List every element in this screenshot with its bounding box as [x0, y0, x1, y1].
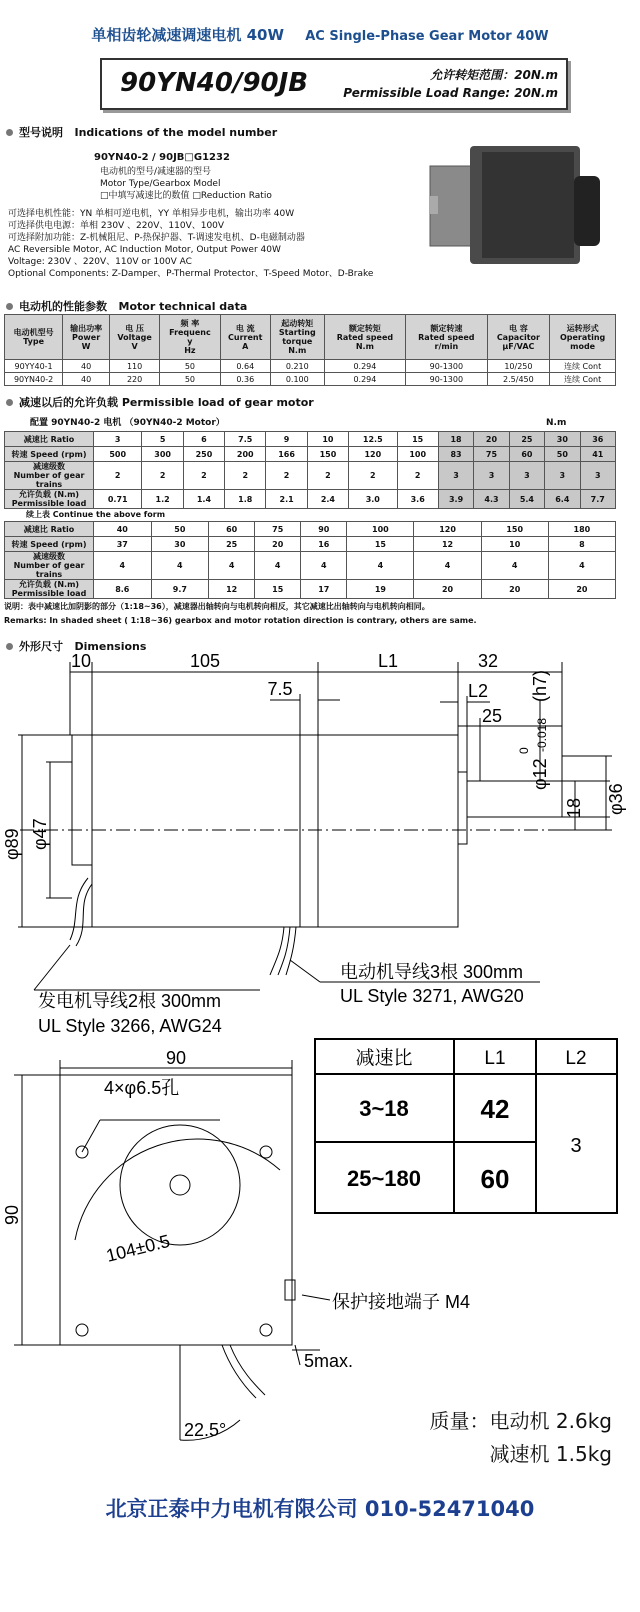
table-cell: 120 — [414, 522, 481, 537]
table-cell: 1.8 — [225, 490, 266, 509]
table-row — [5, 580, 616, 599]
table-cell: 90-1300 — [406, 360, 487, 373]
table-cell: 16 — [301, 537, 347, 552]
table-cell: 90YN40-2 — [5, 373, 63, 386]
table-cell: 90YY40-1 — [5, 360, 63, 373]
table-row — [5, 462, 616, 490]
load-config: 配置 90YN40-2 电机 （90YN40-2 Motor） — [30, 418, 225, 428]
table-row — [5, 552, 616, 580]
table-cell: 3 — [438, 462, 473, 490]
table-cell: 100 — [347, 522, 414, 537]
table-cell: 19 — [347, 580, 414, 599]
bullet-icon — [6, 129, 13, 136]
table-cell: 41 — [580, 447, 615, 462]
bullet-icon — [6, 399, 13, 406]
table-cell: 75 — [474, 447, 509, 462]
row-label-cell: 减速级数 Number of gear trains — [5, 462, 94, 490]
table-cell: 3 — [474, 462, 509, 490]
table-cell: 18 — [438, 432, 473, 447]
table-cell: 180 — [548, 522, 615, 537]
table-cell: 3.6 — [397, 490, 438, 509]
table-cell: 166 — [266, 447, 307, 462]
load-heading: 减速以后的允许负载 Permissible load of gear motor — [6, 394, 314, 410]
table-cell: 2.5/450 — [487, 373, 550, 386]
load-range — [343, 66, 558, 102]
row-label-cell: 转速 Speed (rpm) — [5, 537, 94, 552]
table-row — [5, 490, 616, 509]
table-header-cell: 运转形式 Operating mode — [550, 315, 616, 360]
model-options: 可选择电机性能：YN 单相可逆电机，YY 单相异步电机，输出功率 40W 可选择供电电源：单相 230V 、220V、110V、100V 可选择附加功能：Z-机械阻尼、P-热保护器、T-调速发电机、D-电磁制动器 AC Reversible Motor, AC Induction Motor, Output Power 40W Voltage: 230V 、220V、110V or 100V AC Optional Components: Z-Damper、P-Thermal Protector、T-Speed Motor、D-Brake — [8, 209, 374, 279]
table-cell: 60 — [209, 522, 255, 537]
l-table-ratio-1: 3~18 — [359, 1096, 409, 1121]
table-cell: 40 — [63, 373, 110, 386]
company-footer: 北京正泰中力电机有限公司 010-52471040 — [105, 1497, 535, 1521]
table-cell: 4 — [414, 552, 481, 580]
table-cell: 5 — [142, 432, 183, 447]
row-label-cell: 允许负载 (N.m) Permissible load — [5, 490, 94, 509]
table-cell: 50 — [545, 447, 580, 462]
table-cell: 20 — [414, 580, 481, 599]
table-cell: 1.4 — [183, 490, 224, 509]
table-cell: 3 — [509, 462, 544, 490]
table-cell: 50 — [160, 373, 220, 386]
table-cell: 25 — [509, 432, 544, 447]
l-table-l1-2: 60 — [480, 1164, 510, 1194]
table-cell: 2 — [183, 462, 224, 490]
dim-L2: L2 — [467, 681, 489, 701]
dim-25: 25 — [481, 706, 503, 726]
table-cell: 25 — [209, 537, 255, 552]
table-cell: 0.210 — [270, 360, 324, 373]
table-header-cell: 电 流 Current A — [220, 315, 270, 360]
motor-tech-table — [4, 314, 616, 386]
table-cell: 20 — [474, 432, 509, 447]
table-row — [5, 537, 616, 552]
table-row — [5, 522, 616, 537]
table-cell: 50 — [160, 360, 220, 373]
table-cell: 0.294 — [324, 360, 405, 373]
table-cell: 2.4 — [307, 490, 348, 509]
table-cell: 10 — [481, 537, 548, 552]
page-title — [0, 24, 640, 45]
bullet-icon — [6, 303, 13, 310]
bullet-icon — [6, 643, 13, 650]
table-cell: 0.71 — [94, 490, 142, 509]
table-cell: 连续 Cont — [550, 373, 616, 386]
dim-tol-up: 0 — [517, 747, 531, 754]
lead-generator-cn: 发电机导线2根 300mm — [38, 991, 222, 1011]
dim-shaft: φ12 — [530, 758, 550, 790]
table-cell: 250 — [183, 447, 224, 462]
dim-90-height: 90 — [2, 1204, 22, 1225]
table-cell: 200 — [225, 447, 266, 462]
table-header-cell: 起动转矩 Starting torque N.m — [270, 315, 324, 360]
table-cell: 83 — [438, 447, 473, 462]
table-cell: 6.4 — [545, 490, 580, 509]
dim-phi47: φ47 — [30, 818, 50, 850]
table-cell: 20 — [548, 580, 615, 599]
load-table-1 — [4, 431, 616, 509]
load-continue: 续上表 Continue the above form — [26, 510, 166, 519]
row-label-cell: 减速级数 Number of gear trains — [5, 552, 94, 580]
dim-tol-down: -0.018 — [535, 717, 549, 752]
table-cell: 2.1 — [266, 490, 307, 509]
table-cell: 90-1300 — [406, 373, 487, 386]
lead-motor-cn: 电动机导线3根 300mm — [340, 962, 524, 982]
table-cell: 2 — [225, 462, 266, 490]
model-legend: 电动机的型号/减速器的型号 Motor Type/Gearbox Model □中填写减速比的数值 □Reduction Ratio — [100, 167, 272, 201]
table-cell: 2 — [94, 462, 142, 490]
table-cell: 90 — [301, 522, 347, 537]
table-cell: 75 — [255, 522, 301, 537]
l-table-l2: 3 — [570, 1135, 582, 1157]
mass-gearbox: 减速机 1.5kg — [489, 1442, 612, 1466]
table-cell: 0.64 — [220, 360, 270, 373]
table-cell: 150 — [481, 522, 548, 537]
dim-phi89: φ89 — [2, 828, 22, 860]
title-cn: 单相齿轮减速调速电机 40W — [91, 26, 285, 44]
table-cell: 9.7 — [151, 580, 209, 599]
table-cell: 20 — [255, 537, 301, 552]
table-cell: 2 — [266, 462, 307, 490]
table-cell: 12 — [209, 580, 255, 599]
table-cell: 0.294 — [324, 373, 405, 386]
l-table-l1-1: 42 — [480, 1094, 510, 1124]
table-cell: 10 — [307, 432, 348, 447]
table-header-cell: 额定转速 Rated speed r/min — [406, 315, 487, 360]
table-cell: 12 — [414, 537, 481, 552]
lead-generator-en: UL Style 3266, AWG24 — [38, 1016, 222, 1036]
table-cell: 12.5 — [349, 432, 397, 447]
row-label-cell: 允许负载 (N.m) Permissible load — [5, 580, 94, 599]
dims-heading: 外形尺寸 Dimensions — [6, 638, 146, 654]
l-dimension-table — [314, 1038, 620, 1218]
table-cell: 2 — [307, 462, 348, 490]
title-en: AC Single-Phase Gear Motor 40W — [305, 29, 549, 44]
table-cell: 37 — [94, 537, 152, 552]
table-cell: 4 — [209, 552, 255, 580]
table-cell: 4.3 — [474, 490, 509, 509]
table-cell: 2 — [349, 462, 397, 490]
table-cell: 4 — [548, 552, 615, 580]
table-cell: 300 — [142, 447, 183, 462]
load-notes: 说明：表中减速比加阴影的部分（1:18~36），减速器出轴转向与电机转向相反，其它减速比出轴转向与电机转向相同。 Remarks: In shaded sheet ( 1:18~36) gearbox and motor rotation direction is contrary, others are same. — [4, 602, 477, 625]
row-label-cell: 减速比 Ratio — [5, 432, 94, 447]
table-row — [5, 360, 616, 373]
mass-motor: 质量：电动机 2.6kg — [429, 1409, 612, 1433]
table-cell: 4 — [151, 552, 209, 580]
table-cell: 30 — [151, 537, 209, 552]
table-cell: 0.100 — [270, 373, 324, 386]
dim-10: 10 — [70, 651, 92, 671]
table-cell: 2 — [142, 462, 183, 490]
motor-tech-heading: 电动机的性能参数 Motor technical data — [6, 298, 247, 314]
table-cell: 4 — [347, 552, 414, 580]
table-cell: 1.2 — [142, 490, 183, 509]
table-cell: 9 — [266, 432, 307, 447]
table-cell: 8 — [548, 537, 615, 552]
model-box — [100, 58, 568, 110]
table-row — [5, 432, 616, 447]
table-cell: 40 — [63, 360, 110, 373]
table-cell: 20 — [481, 580, 548, 599]
lead-motor-en: UL Style 3271, AWG20 — [340, 986, 524, 1006]
table-header-cell: 额定转矩 Rated speed N.m — [324, 315, 405, 360]
load-range-en: Permissible Load Range: 20N.m — [343, 86, 558, 100]
table-cell: 0.36 — [220, 373, 270, 386]
dim-holes: 4×φ6.5孔 — [104, 1078, 180, 1098]
dim-angle: 22.5° — [184, 1420, 227, 1440]
dim-gap: 5max. — [304, 1351, 354, 1371]
dim-7-5: 7.5 — [267, 679, 293, 699]
l-table-h-ratio: 减速比 — [355, 1048, 413, 1069]
table-cell: 7.7 — [580, 490, 615, 509]
dim-tol-h7: (h7) — [530, 669, 550, 702]
load-unit: N.m — [546, 418, 567, 428]
dim-105: 105 — [189, 651, 221, 671]
table-cell: 4 — [301, 552, 347, 580]
load-range-cn: 允许转矩范围：20N.m — [430, 68, 558, 82]
l-table-ratio-2: 25~180 — [346, 1166, 422, 1191]
l-table-h-l1: L1 — [484, 1048, 506, 1069]
row-label-cell: 转速 Speed (rpm) — [5, 447, 94, 462]
table-cell: 4 — [481, 552, 548, 580]
table-cell: 7.5 — [225, 432, 266, 447]
table-row — [5, 447, 616, 462]
table-cell: 17 — [301, 580, 347, 599]
ground-terminal-label: 保护接地端子 M4 — [332, 1292, 471, 1312]
table-header-cell: 电动机型号 Type — [5, 315, 63, 360]
table-cell: 150 — [307, 447, 348, 462]
dim-phi36: φ36 — [606, 783, 626, 815]
dim-90-width: 90 — [165, 1048, 187, 1068]
model-name: 90YN40/90JB — [120, 68, 309, 98]
table-cell: 3.0 — [349, 490, 397, 509]
model-code: 90YN40-2 / 90JB□G1232 — [94, 152, 230, 163]
table-cell: 2 — [397, 462, 438, 490]
table-cell: 3 — [580, 462, 615, 490]
table-cell: 4 — [94, 552, 152, 580]
model-heading: 型号说明 Indications of the model number — [6, 124, 277, 140]
table-cell: 连续 Cont — [550, 360, 616, 373]
table-cell: 6 — [183, 432, 224, 447]
table-cell: 10/250 — [487, 360, 550, 373]
row-label-cell: 减速比 Ratio — [5, 522, 94, 537]
table-header-cell: 电 容 Capacitor μF/VAC — [487, 315, 550, 360]
motor-photo — [430, 146, 610, 276]
table-cell: 3 — [94, 432, 142, 447]
table-cell: 120 — [349, 447, 397, 462]
dim-32: 32 — [477, 651, 499, 671]
table-cell: 5.4 — [509, 490, 544, 509]
table-row — [5, 373, 616, 386]
table-cell: 36 — [580, 432, 615, 447]
table-cell: 30 — [545, 432, 580, 447]
l-table-h-l2: L2 — [565, 1048, 587, 1069]
side-view-drawing — [0, 650, 640, 1036]
table-header-cell: 频 率 Frequenc y Hz — [160, 315, 220, 360]
table-header-cell: 输出功率 Power W — [63, 315, 110, 360]
table-cell: 50 — [151, 522, 209, 537]
dim-18: 18 — [564, 797, 584, 818]
table-header-row — [5, 315, 616, 360]
dim-pcd: 104±0.5 — [104, 1230, 172, 1266]
dim-L1: L1 — [377, 651, 399, 671]
table-cell: 15 — [347, 537, 414, 552]
table-cell: 4 — [255, 552, 301, 580]
table-cell: 8.6 — [94, 580, 152, 599]
table-cell: 110 — [110, 360, 160, 373]
table-cell: 60 — [509, 447, 544, 462]
table-cell: 40 — [94, 522, 152, 537]
table-cell: 220 — [110, 373, 160, 386]
table-cell: 3 — [545, 462, 580, 490]
load-table-2 — [4, 521, 616, 599]
table-cell: 15 — [397, 432, 438, 447]
table-cell: 15 — [255, 580, 301, 599]
table-cell: 100 — [397, 447, 438, 462]
table-cell: 500 — [94, 447, 142, 462]
table-cell: 3.9 — [438, 490, 473, 509]
table-header-cell: 电 压 Voltage V — [110, 315, 160, 360]
